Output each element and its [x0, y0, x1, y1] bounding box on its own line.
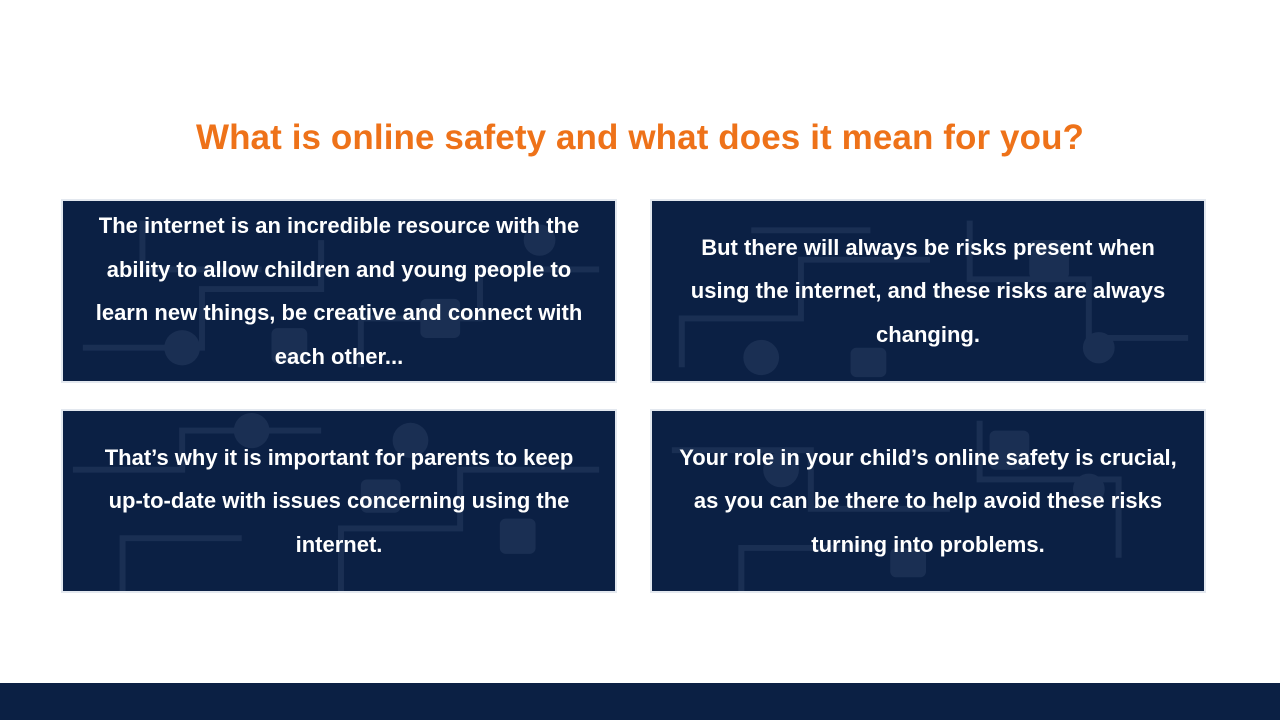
footer-bar [0, 683, 1280, 720]
info-card [61, 199, 617, 383]
info-card [61, 409, 617, 593]
slide-title: What is online safety and what does it mean for you? [195, 118, 1085, 157]
card-text: The internet is an incredible resource with the ability to allow children and young people to learn new things, be creative and connect with each other... [95, 213, 583, 369]
card-text: That’s why it is important for parents to keep up-to-date with issues concerning using the internet. [104, 444, 574, 557]
info-card [650, 409, 1206, 593]
info-card [650, 199, 1206, 383]
card-text: Your role in your child’s online safety is crucial, as you can be there to help avoid these risks turning into problems. [679, 444, 1177, 557]
card-text: But there will always be risks present when using the internet, and these risks are always changing. [690, 234, 1166, 347]
